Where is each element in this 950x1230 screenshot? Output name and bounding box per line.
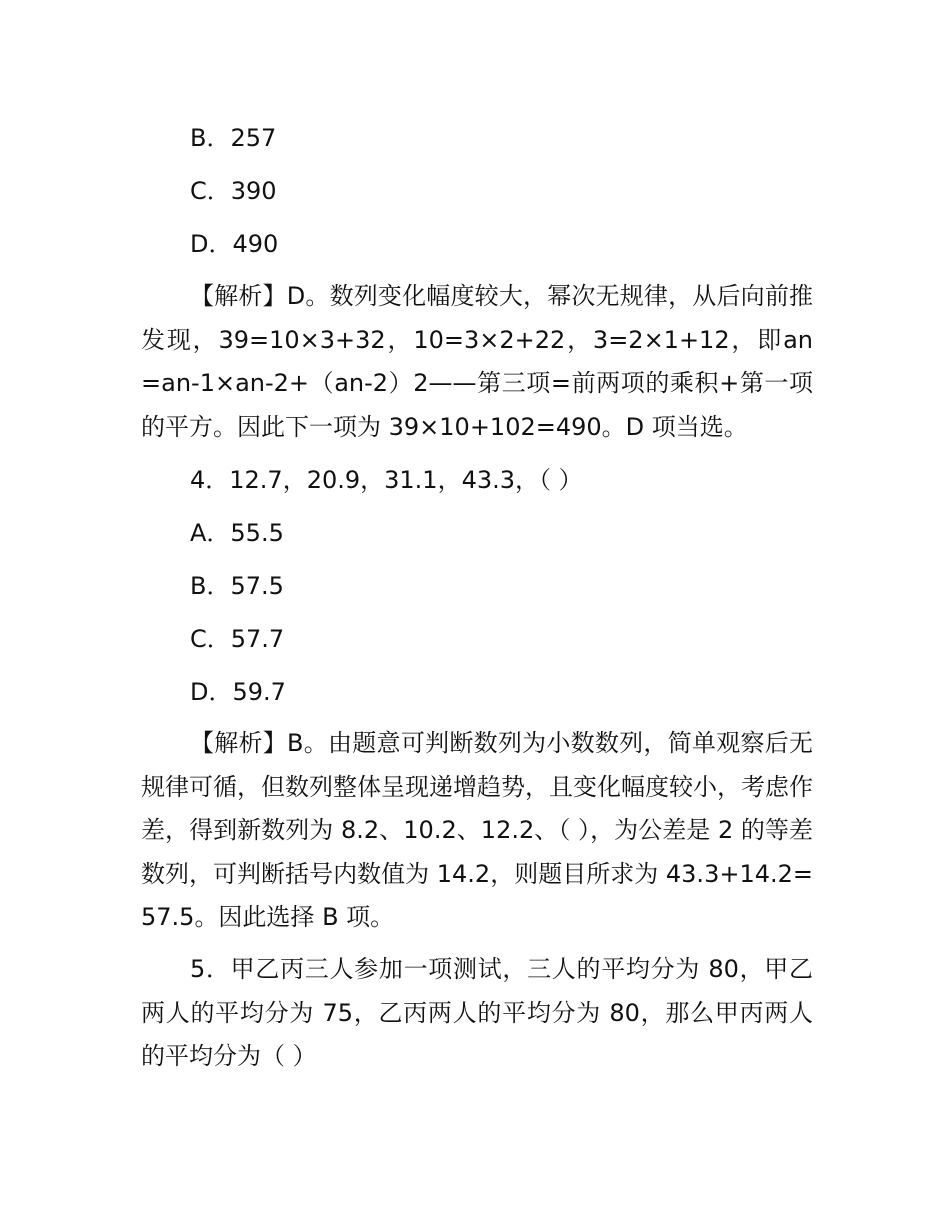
q3-analysis: 【解析】D。数列变化幅度较大，幂次无规律，从后向前推发现，39=10×3+32，10=3×2+22，3=2×1+12，即an=an-1×an-2+（an-2）2——第三项=前两项的乘积+第一项的平方。因此下一项为 39×10+102=490。D 项当选。 bbox=[141, 282, 813, 441]
q3-option-b: B．257 bbox=[190, 124, 277, 152]
q4-question: 4．12.7，20.9，31.1，43.3，（ ） bbox=[190, 466, 583, 494]
q4-option-a: A．55.5 bbox=[190, 519, 284, 547]
q5-question: 5．甲乙丙三人参加一项测试，三人的平均分为 80，甲乙两人的平均分为 75，乙丙两人的平均分为 80，那么甲丙两人的平均分为（ ） bbox=[141, 955, 813, 1070]
q4-option-b: B．57.5 bbox=[190, 572, 284, 600]
q4-option-d: D．59.7 bbox=[190, 678, 286, 706]
q4-option-c: C．57.7 bbox=[190, 625, 285, 653]
q4-analysis: 【解析】B。由题意可判断数列为小数数列，简单观察后无规律可循，但数列整体呈现递增趋势，且变化幅度较小，考虑作差，得到新数列为 8.2、10.2、12.2、（ ），为公差是 2 的等差数列，可判断括号内数值为 14.2，则题目所求为 43.3+14.2=57.5。因此选择 B 项。 bbox=[141, 729, 813, 931]
q3-option-d: D．490 bbox=[190, 230, 279, 258]
q3-option-c: C．390 bbox=[190, 177, 277, 205]
